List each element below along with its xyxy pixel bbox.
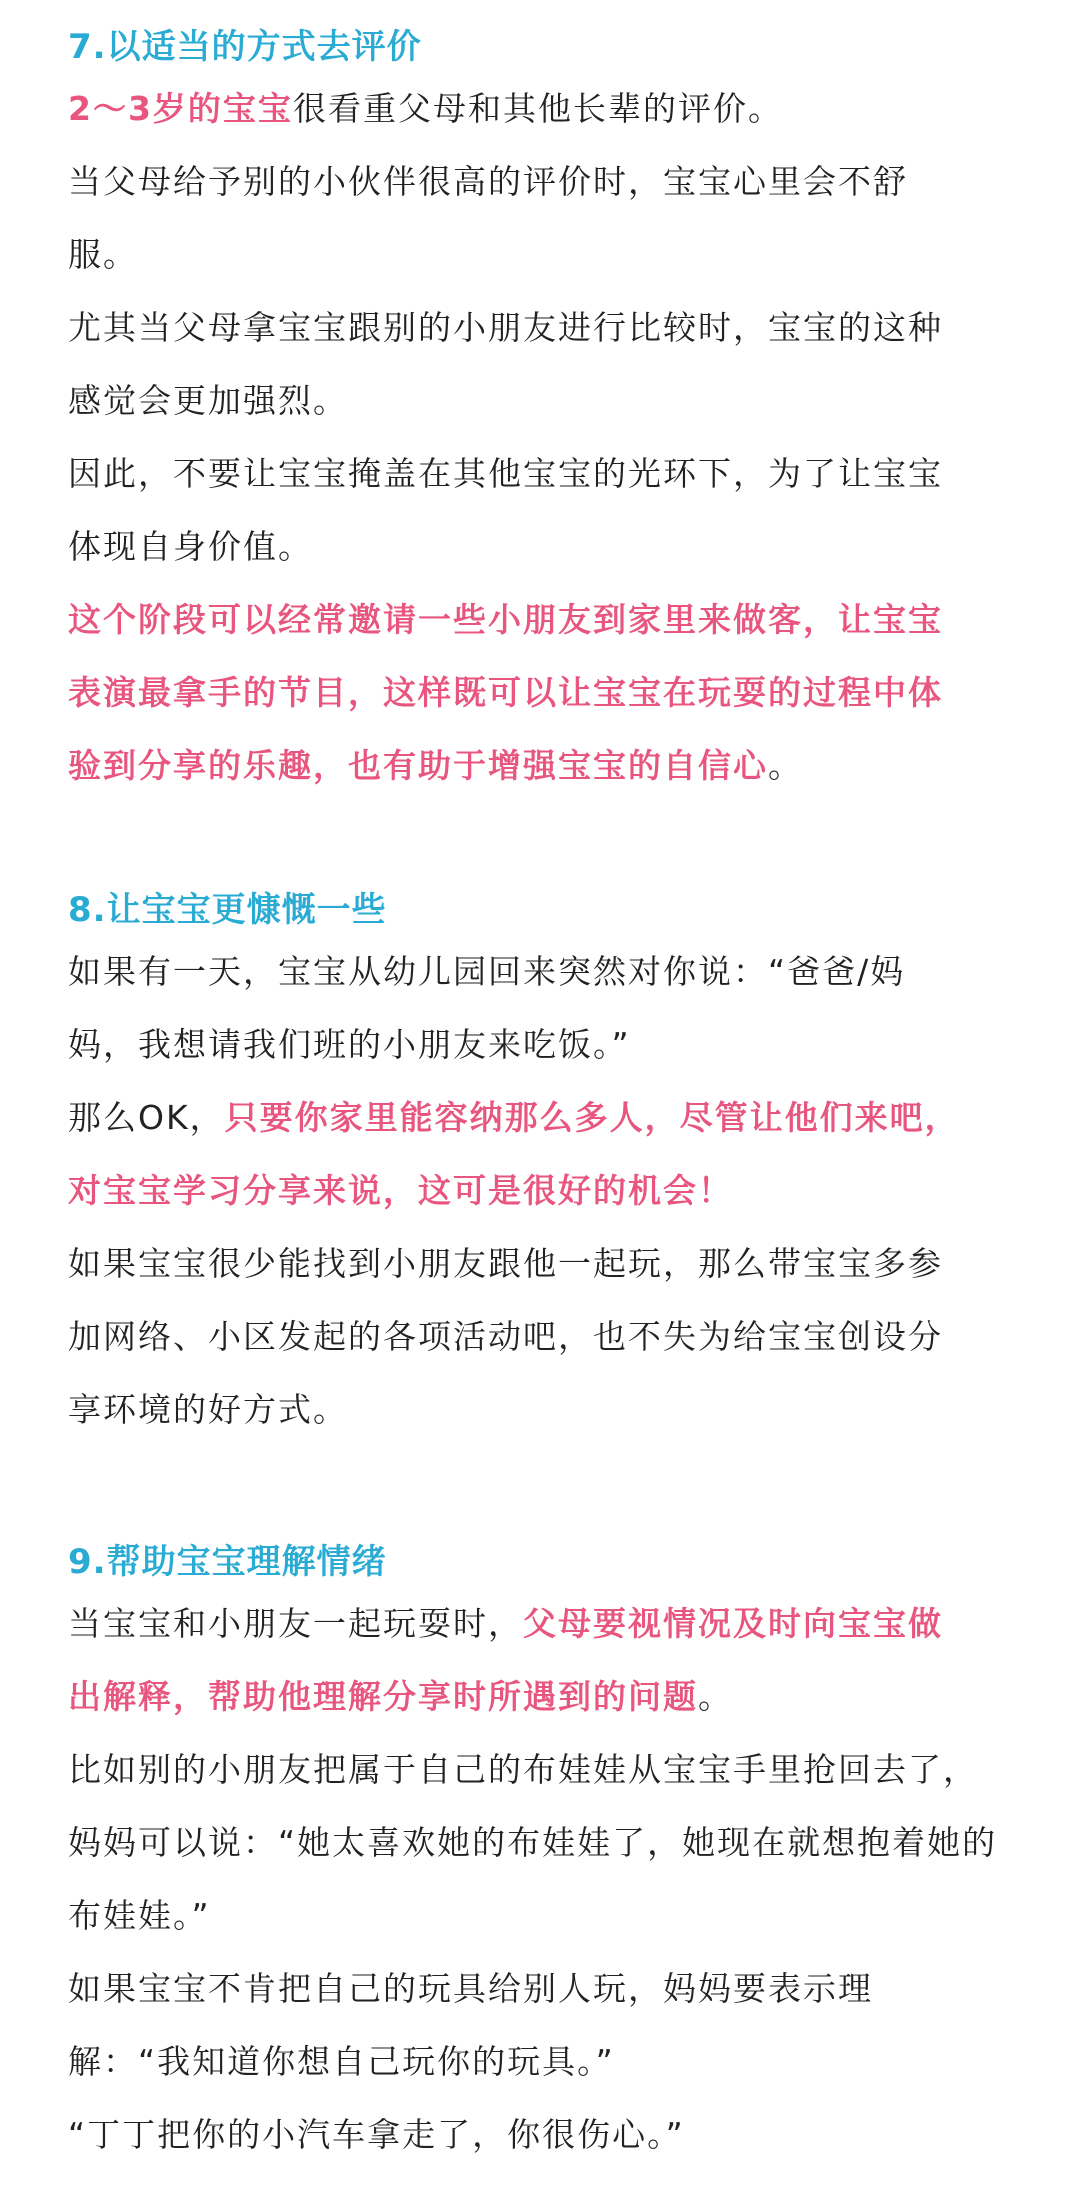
section-9-title: 9.帮助宝宝理解情绪 bbox=[68, 1542, 387, 1582]
section-9-paragraph-4: “丁丁把你的小汽车拿走了，你很伤心。” bbox=[68, 2115, 685, 2154]
section-8-paragraph-3: 如果宝宝很少能找到小朋友跟他一起玩，那么带宝宝多参加网络、小区发起的各项活动吧，也不失为给宝宝创设分享环境的好方式。 bbox=[68, 1244, 943, 1429]
section-9-paragraph-2: 比如别的小朋友把属于自己的布娃娃从宝宝手里抢回去了，妈妈可以说：“她太喜欢她的布娃娃了，她现在就想抱着她的布娃娃。” bbox=[68, 1750, 998, 1935]
section-8-title: 8.让宝宝更慷慨一些 bbox=[68, 890, 387, 930]
section-7-paragraph-2: 当父母给予别的小伙伴很高的评价时，宝宝心里会不舒服。 bbox=[68, 162, 908, 274]
section-7-paragraph-1-rest: 很看重父母和其他长辈的评价。 bbox=[292, 89, 783, 128]
section-7-paragraph-3: 尤其当父母拿宝宝跟别的小朋友进行比较时，宝宝的这种感觉会更加强烈。 bbox=[68, 308, 943, 420]
section-8-paragraph-1: 如果有一天，宝宝从幼儿园回来突然对你说：“爸爸/妈妈，我想请我们班的小朋友来吃饭。” bbox=[68, 952, 906, 1064]
section-8-highlight: 只要你家里能容纳那么多人，尽管让他们来吧，对宝宝学习分享来说，这可是很好的机会！ bbox=[68, 1098, 960, 1210]
section-8-paragraph-2-pre: 那么OK， bbox=[68, 1098, 225, 1137]
section-9 bbox=[68, 1537, 1028, 2171]
section-8 bbox=[68, 885, 1028, 1446]
section-7-title: 7.以适当的方式去评价 bbox=[68, 27, 422, 67]
section-8-paragraph-2 bbox=[68, 1081, 988, 1227]
section-7-paragraph-1 bbox=[68, 72, 1028, 145]
section-9-highlight: 父母要视情况及时向宝宝做出解释，帮助他理解分享时所遇到的问题 bbox=[68, 1604, 943, 1716]
section-7-paragraph-5-end: 。 bbox=[768, 746, 803, 785]
section-7-highlight: 这个阶段可以经常邀请一些小朋友到家里来做客，让宝宝表演最拿手的节目，这样既可以让宝宝在玩耍的过程中体验到分享的乐趣，也有助于增强宝宝的自信心 bbox=[68, 600, 943, 785]
section-9-paragraph-1-end: 。 bbox=[698, 1677, 733, 1716]
section-7-paragraph-4: 因此，不要让宝宝掩盖在其他宝宝的光环下，为了让宝宝体现自身价值。 bbox=[68, 454, 943, 566]
section-9-paragraph-1 bbox=[68, 1587, 968, 1733]
age-highlight: 2～3岁的宝宝 bbox=[68, 89, 293, 128]
section-9-paragraph-1-pre: 当宝宝和小朋友一起玩耍时， bbox=[68, 1604, 523, 1643]
section-9-paragraph-3: 如果宝宝不肯把自己的玩具给别人玩，妈妈要表示理解：“我知道你想自己玩你的玩具。” bbox=[68, 1969, 873, 2081]
section-7 bbox=[68, 22, 1028, 802]
section-7-paragraph-5 bbox=[68, 583, 968, 802]
